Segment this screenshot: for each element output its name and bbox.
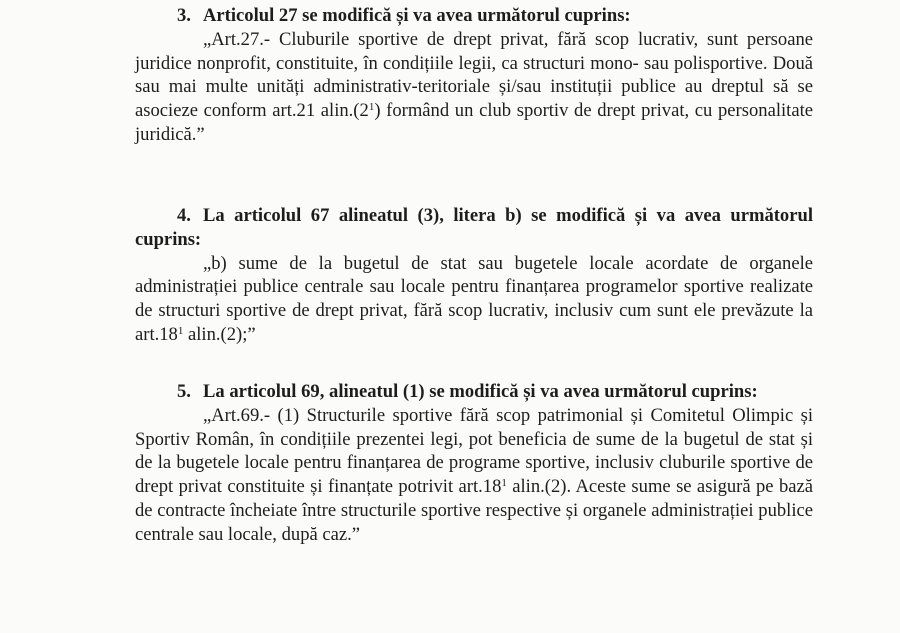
amendment-heading xyxy=(135,204,813,252)
superscript: 1 xyxy=(501,477,507,490)
amendment-number: 4. xyxy=(177,205,191,226)
superscript: 1 xyxy=(177,324,184,337)
amendment-number: 3. xyxy=(177,5,191,26)
amendment-body-text: „Art.27.- Cluburile sportive de drept privat, fără scop lucrativ, sunt persoane juridice nonprofit, constituite, în condițiile legii, ca structuri mono- sau polisportive. Două sau mai multe unități administrativ-teritoriale și/sau instituții publice au dreptul să se asocieze conform art.21 alin.(2 xyxy=(135,28,813,122)
amendment-body xyxy=(135,252,813,347)
amendment-body-text-continued: alin.(2);” xyxy=(183,323,256,345)
amendment-heading-text: La articolul 69, alineatul (1) se modifică și va avea următorul cuprins: xyxy=(203,381,758,402)
amendment-body-text-continued: alin.(2). Aceste sume se asigură pe bază de contracte încheiate între structurile sportive respective și organele administrației publice centrale sau locale, după caz.” xyxy=(135,476,813,545)
amendment-body-text-continued: ) formând un club sportiv de drept privat, cu personalitate juridică.” xyxy=(135,100,813,145)
amendment-5 xyxy=(135,380,813,547)
amendment-heading xyxy=(135,380,813,404)
amendment-heading xyxy=(135,4,813,28)
amendment-number: 5. xyxy=(177,381,191,402)
amendment-body-text: „Art.69.- (1) Structurile sportive fără scop patrimonial și Comitetul Olimpic și Sportiv Român, în condițiile prezentei legi, pot beneficia de sume de la bugetul de stat și de la bugetele locale pentru finanțarea de programe sportive, inclusiv cluburile sportive de drept privat constituite și finanțate potrivit art.18 xyxy=(135,404,813,498)
amendment-3 xyxy=(135,4,813,147)
amendment-body-text: „b) sume de la bugetul de stat sau bugetele locale acordate de organele administrației publice centrale sau locale pentru finanțarea programelor sportive realizate de structuri sportive de drept privat, fără scop lucrativ, inclusiv cum sunt ele prevăzute la art.18 xyxy=(135,252,813,345)
amendment-body xyxy=(135,28,813,147)
amendment-heading-text: La articolul 67 alineatul (3), litera b) se modifică și va avea următorul cuprins: xyxy=(135,205,813,250)
amendment-heading-text: Articolul 27 se modifică și va avea următorul cuprins: xyxy=(203,5,631,26)
superscript: 1 xyxy=(368,101,375,114)
amendment-body xyxy=(135,404,813,547)
amendment-4 xyxy=(135,204,813,347)
